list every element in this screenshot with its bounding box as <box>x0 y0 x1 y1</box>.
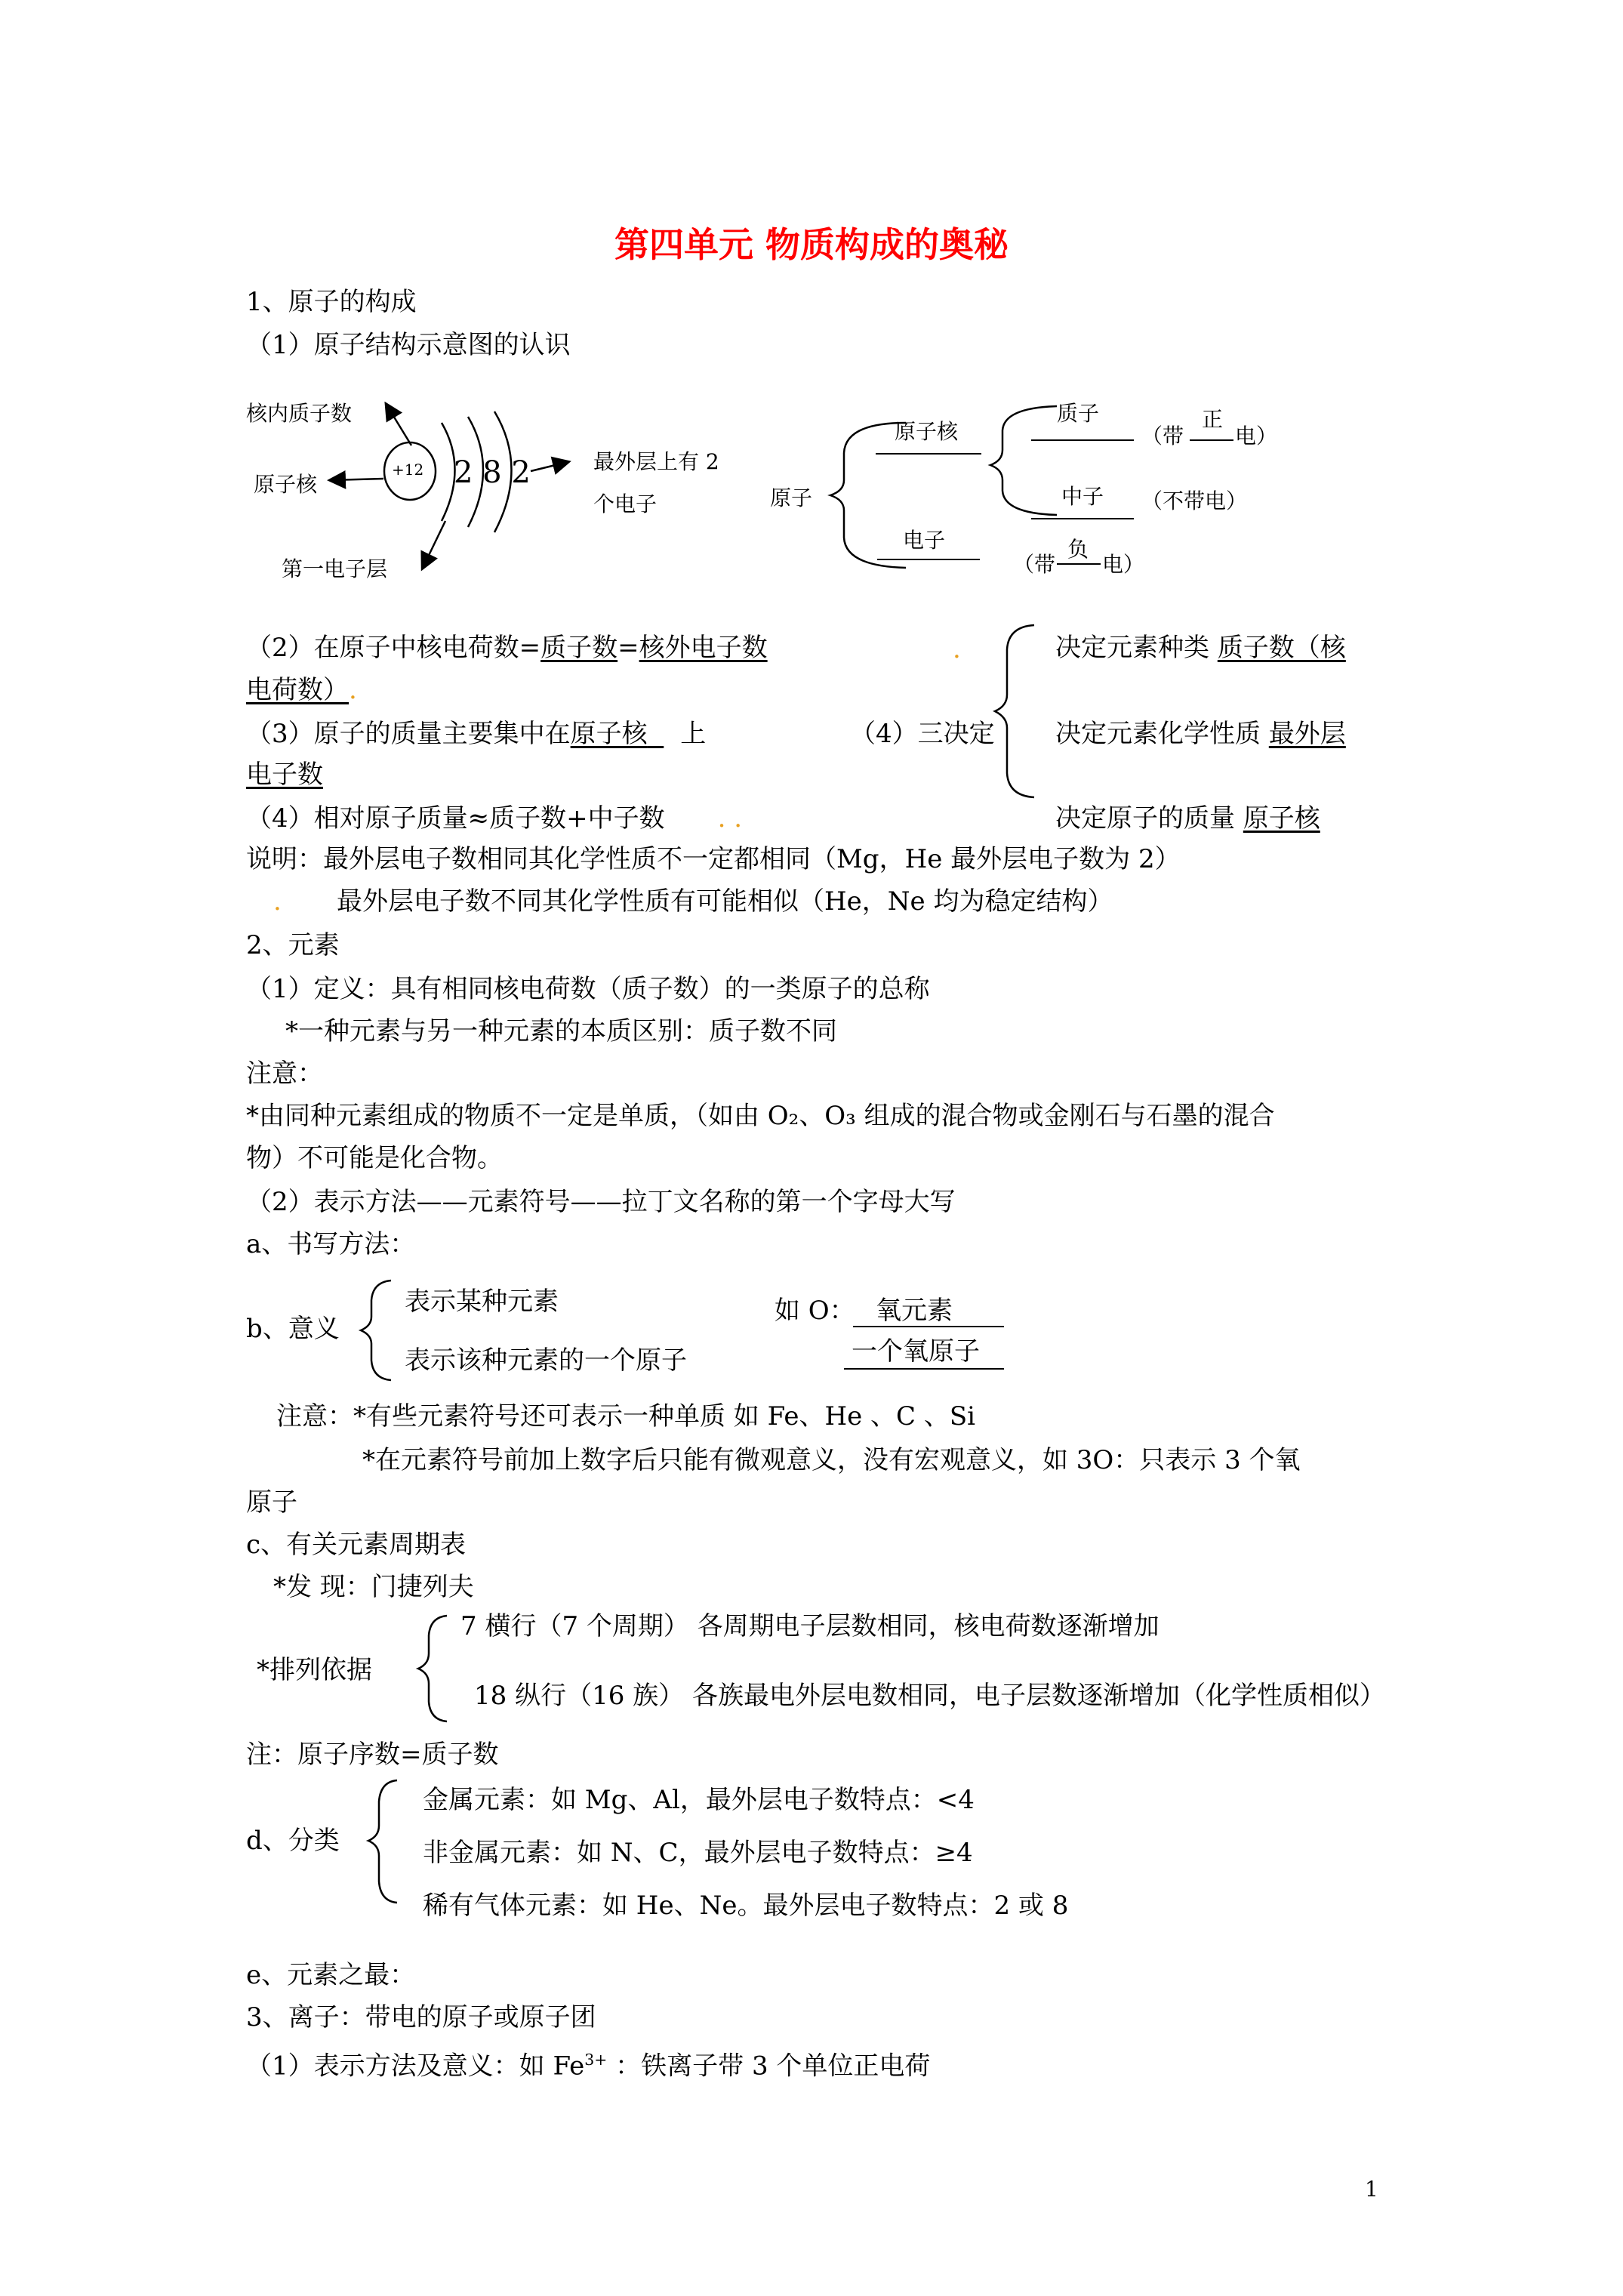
determine-chemistry: 决定元素化学性质 最外层 <box>1055 719 1346 749</box>
ion-representation: （1）表示方法及意义：如 $Fe^{3+}$ ：铁离子带 3 个单位正电荷 <box>246 2051 931 2082</box>
paragraph-2: （2）在原子中核电荷数=质子数=核外电子数 <box>246 633 768 663</box>
nonmetal-elements: 非金属元素：如 N、C，最外层电子数特点：≥4 <box>423 1838 973 1868</box>
notice-1: *由同种元素组成的物质不一定是单质，（如由 O₂、O₃ 组成的混合物或金刚石与石墨的混合 <box>246 1101 1275 1131</box>
paragraph-4: （4）相对原子质量≈质子数+中子数 . . <box>246 803 743 834</box>
writing-method: a、书写方法： <box>246 1229 416 1259</box>
meaning-1: 表示某种元素 <box>405 1287 559 1317</box>
section-3-heading: 3、离子：带电的原子或原子团 <box>246 2002 596 2032</box>
neutron-label: 中子 <box>1061 484 1104 509</box>
outer-electron-line1: 最外层上有 2 <box>593 449 719 474</box>
three-determinations-label: （4）三决定 <box>850 719 995 749</box>
electron-label: 电子 <box>903 528 946 553</box>
electron-charge-right: 电） <box>1102 552 1145 577</box>
element-difference: *一种元素与另一种元素的本质区别：质子数不同 <box>285 1016 837 1046</box>
nucleus-charge: +12 <box>392 461 424 479</box>
determine-element: 决定元素种类 质子数（核 <box>1055 633 1346 663</box>
explanation-line1: 说明：最外层电子数相同其化学性质不一定都相同（Mg，He 最外层电子数为 2） <box>246 844 1181 874</box>
page-number: 1 <box>1365 2177 1378 2202</box>
proton-label: 质子 <box>1057 401 1100 426</box>
notice-2: 注意：*有些元素符号还可表示一种单质 如 Fe、He 、C 、Si <box>276 1401 976 1432</box>
atomic-number-note: 注：原子序数=质子数 <box>246 1740 499 1770</box>
classification-label: d、分类 <box>246 1826 340 1856</box>
section-1-heading: 1、原子的构成 <box>246 287 417 317</box>
electron-charge-left: （带 <box>1013 552 1056 577</box>
subsection-1-1: （1）原子结构示意图的认识 <box>246 330 571 360</box>
arrangement-2: 18 纵行（16 族） 各族最电外层电数相同，电子层数逐渐增加（化学性质相似） <box>474 1681 1385 1711</box>
proton-charge-right: 电） <box>1235 424 1278 448</box>
periodic-table-heading: c、有关元素周期表 <box>246 1530 467 1560</box>
paragraph-2-cont: 电荷数）. <box>246 675 357 705</box>
arrangement-label: *排列依据 <box>257 1655 372 1685</box>
atom-label: 原子 <box>770 485 813 510</box>
explanation-line2: 最外层电子数不同其化学性质有可能相似（He，Ne 均为稳定结构） <box>337 886 1113 917</box>
metal-elements: 金属元素：如 Mg、Al，最外层电子数特点：<4 <box>423 1785 975 1815</box>
representation: （2）表示方法——元素符号——拉丁文名称的第一个字母大写 <box>246 1187 956 1217</box>
nucleus-label: 原子核 <box>895 419 959 444</box>
label-nucleus: 原子核 <box>254 472 318 497</box>
paragraph-3-cont: 电子数 <box>246 760 323 790</box>
proton-charge-value: 正 <box>1202 407 1224 432</box>
meaning-2: 表示该种元素的一个原子 <box>405 1345 687 1376</box>
example-2: 一个氧原子 <box>852 1336 980 1367</box>
determine-mass: 决定原子的质量 原子核 <box>1055 803 1320 834</box>
shell-electrons: 2 8 2 <box>454 455 531 490</box>
element-extremes: e、元素之最： <box>246 1960 416 1990</box>
neutron-charge: （不带电） <box>1141 488 1248 513</box>
example-label: 如 O： <box>775 1296 855 1326</box>
section-2-heading: 2、元素 <box>246 930 340 960</box>
element-definition: （1）定义：具有相同核电荷数（质子数）的一类原子的总称 <box>246 974 930 1004</box>
label-proton-count: 核内质子数 <box>246 401 353 426</box>
arrangement-1: 7 横行（7 个周期） 各周期电子层数相同，核电荷数逐渐增加 <box>460 1611 1160 1641</box>
noble-gas-elements: 稀有气体元素：如 He、Ne。最外层电子数特点：2 或 8 <box>423 1891 1069 1921</box>
outer-electron-line2: 个电子 <box>593 492 658 516</box>
paragraph-3: （3）原子的质量主要集中在原子核 上 <box>246 719 707 749</box>
notice-1-cont: 物）不可能是化合物。 <box>246 1143 503 1173</box>
label-first-shell: 第一电子层 <box>282 556 388 581</box>
meaning-label: b、意义 <box>246 1314 340 1344</box>
page-title: 第四单元 物质构成的奥秘 <box>614 224 1009 265</box>
example-1: 氧元素 <box>876 1296 953 1326</box>
electron-charge-value: 负 <box>1067 537 1089 562</box>
proton-charge-left: （带 <box>1141 424 1184 448</box>
discovery: *发 现：门捷列夫 <box>273 1572 474 1602</box>
notice-3-cont: 原子 <box>246 1487 297 1518</box>
notice-3: *在元素符号前加上数字后只能有微观意义，没有宏观意义，如 3O：只表示 3 个氧 <box>362 1445 1301 1475</box>
notice-label: 注意： <box>246 1059 323 1089</box>
